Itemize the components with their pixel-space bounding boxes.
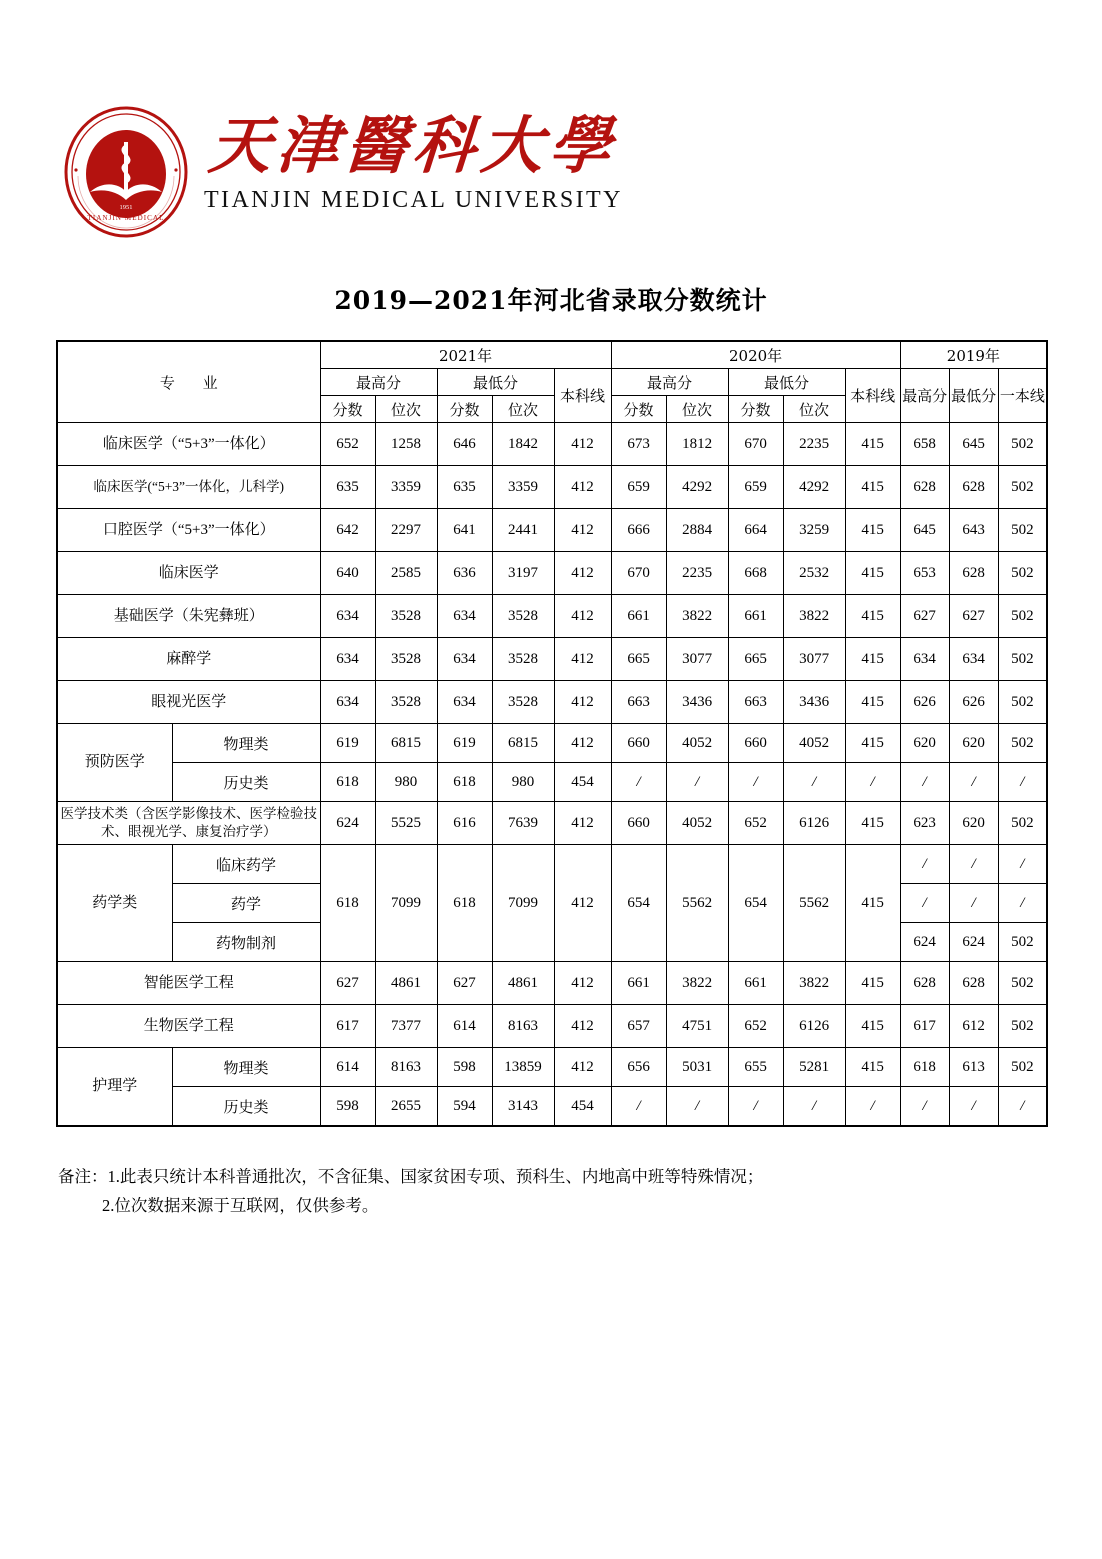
cell-2020-hi-score: 654 [611,845,666,962]
cell-2021-line: 412 [554,962,611,1005]
cell-2021-line: 412 [554,595,611,638]
cell-2019-line: / [998,845,1047,884]
cell-2019-lo: 620 [949,802,998,845]
cell-2021-lo-rank: 2441 [492,509,554,552]
cell-2020-hi-rank: 3077 [666,638,728,681]
cell-2020-hi-rank: 4751 [666,1005,728,1048]
header-2020-lo-rank: 位次 [783,396,845,423]
table-row [57,423,1047,466]
cell-2019-lo: 627 [949,595,998,638]
row-major-name: 眼视光医学 [57,681,320,724]
cell-2021-lo-rank: 980 [492,763,554,802]
cell-2020-line: 415 [845,595,900,638]
cell-2020-hi-score: 661 [611,962,666,1005]
cell-2019-hi: / [900,763,949,802]
cell-2020-hi-score: 660 [611,724,666,763]
cell-2019-line: 502 [998,681,1047,724]
cell-2021-lo-rank: 3528 [492,595,554,638]
cell-2020-hi-score: 666 [611,509,666,552]
cell-2020-hi-rank: 2884 [666,509,728,552]
cell-2020-line: 415 [845,509,900,552]
cell-2020-lo-score: 655 [728,1048,783,1087]
cell-2020-lo-rank: 6126 [783,1005,845,1048]
cell-2021-hi-rank: 7099 [375,845,437,962]
university-name-cn: 天津醫科大學 [206,109,620,182]
header-2020-lo-score: 分数 [728,396,783,423]
cell-2021-line: 412 [554,724,611,763]
cell-2019-line: / [998,1087,1047,1127]
cell-2021-line: 412 [554,1005,611,1048]
cell-2020-line: 415 [845,638,900,681]
table-row [57,638,1047,681]
header-2019-lowest: 最低分 [949,369,998,423]
cell-2019-lo: 628 [949,962,998,1005]
cell-2020-lo-score: 665 [728,638,783,681]
cell-2021-hi-score: 614 [320,1048,375,1087]
cell-2019-lo: 645 [949,423,998,466]
cell-2020-lo-rank: 4052 [783,724,845,763]
header-2021-undergrad-line: 本科线 [554,369,611,423]
cell-2020-hi-score: 663 [611,681,666,724]
table-row [57,681,1047,724]
cell-2020-line: / [845,763,900,802]
cell-2020-line: 415 [845,681,900,724]
cell-2019-lo: / [949,763,998,802]
cell-2019-hi: / [900,884,949,923]
cell-2021-lo-rank: 3143 [492,1087,554,1127]
cell-2019-line: 502 [998,466,1047,509]
cell-2021-lo-score: 641 [437,509,492,552]
cell-2021-hi-rank: 2585 [375,552,437,595]
cell-2021-lo-rank: 7639 [492,802,554,845]
cell-2020-lo-score: 660 [728,724,783,763]
cell-2020-hi-score: / [611,1087,666,1127]
cell-2020-hi-rank: / [666,763,728,802]
cell-2019-lo: / [949,1087,998,1127]
row-major-name: 预防医学 [57,724,172,802]
cell-2019-line: 502 [998,638,1047,681]
cell-2020-hi-rank: 4292 [666,466,728,509]
cell-2019-line: 502 [998,552,1047,595]
cell-2021-line: 412 [554,638,611,681]
header-2021-hi-score: 分数 [320,396,375,423]
header-2020-undergrad-line: 本科线 [845,369,900,423]
cell-2021-hi-rank: 3528 [375,595,437,638]
cell-2019-lo: 626 [949,681,998,724]
cell-2019-line: 502 [998,923,1047,962]
note-line-1: 备注：1.此表只统计本科普通批次，不含征集、国家贫困专项、预科生、内地高中班等特殊情况； [58,1167,764,1186]
cell-2020-lo-score: 663 [728,681,783,724]
cell-2019-hi: / [900,1087,949,1127]
cell-2021-lo-score: 634 [437,638,492,681]
cell-2020-hi-score: 661 [611,595,666,638]
cell-2021-lo-rank: 1842 [492,423,554,466]
letterhead [60,104,623,240]
cell-2019-lo: 643 [949,509,998,552]
header-2019-highest: 最高分 [900,369,949,423]
logo-year: 1951 [119,204,133,211]
cell-2020-lo-score: / [728,1087,783,1127]
cell-2020-lo-rank: 3822 [783,962,845,1005]
cell-2021-line: 412 [554,1048,611,1087]
cell-2020-hi-rank: 4052 [666,802,728,845]
cell-2021-lo-rank: 7099 [492,845,554,962]
cell-2020-hi-score: 657 [611,1005,666,1048]
cell-2021-hi-score: 642 [320,509,375,552]
cell-2021-lo-score: 614 [437,1005,492,1048]
cell-2020-lo-rank: 3077 [783,638,845,681]
table-row [57,763,1047,802]
wordmark [204,104,623,214]
score-table-container [56,340,1043,1127]
cell-2021-hi-score: 635 [320,466,375,509]
cell-2019-hi: 623 [900,802,949,845]
cell-2020-lo-score: 652 [728,802,783,845]
cell-2020-line: / [845,1087,900,1127]
table-notes [58,1163,1018,1221]
cell-2021-hi-rank: 1258 [375,423,437,466]
cell-2019-lo: 628 [949,466,998,509]
cell-2021-lo-rank: 3359 [492,466,554,509]
cell-2021-lo-rank: 3528 [492,638,554,681]
cell-2019-lo: 620 [949,724,998,763]
cell-2019-lo: 612 [949,1005,998,1048]
cell-2019-hi: 653 [900,552,949,595]
cell-2019-hi: 634 [900,638,949,681]
cell-2021-lo-score: 627 [437,962,492,1005]
cell-2019-line: / [998,884,1047,923]
university-name-en: TIANJIN MEDICAL UNIVERSITY [204,187,623,214]
cell-2021-lo-score: 616 [437,802,492,845]
cell-2020-hi-score: 665 [611,638,666,681]
cell-2021-hi-rank: 8163 [375,1048,437,1087]
cell-2020-hi-rank: 3822 [666,962,728,1005]
cell-2020-hi-rank: 5562 [666,845,728,962]
cell-2021-lo-rank: 3528 [492,681,554,724]
cell-2019-line: 502 [998,509,1047,552]
cell-2021-lo-score: 594 [437,1087,492,1127]
cell-2019-line: 502 [998,802,1047,845]
cell-2021-hi-rank: 4861 [375,962,437,1005]
row-major-name: 护理学 [57,1048,172,1127]
cell-2019-hi: 628 [900,466,949,509]
cell-2020-lo-rank: 5562 [783,845,845,962]
table-row [57,845,1047,884]
cell-2019-hi: 620 [900,724,949,763]
header-2019-first-tier-line: 一本线 [998,369,1047,423]
page-title: 2019—2021年河北省录取分数统计 [334,286,768,315]
table-row [57,1087,1047,1127]
cell-2020-line: 415 [845,845,900,962]
cell-2020-lo-score: / [728,763,783,802]
cell-2021-hi-rank: 3528 [375,638,437,681]
row-major-name: 生物医学工程 [57,1005,320,1048]
cell-2020-lo-score: 668 [728,552,783,595]
cell-2020-hi-rank: 1812 [666,423,728,466]
cell-2019-lo: / [949,845,998,884]
cell-2019-line: 502 [998,724,1047,763]
cell-2021-lo-rank: 8163 [492,1005,554,1048]
row-sub-name: 药物制剂 [172,923,320,962]
header-2020-lowest: 最低分 [728,369,845,396]
row-major-name: 医学技术类（含医学影像技术、医学检验技术、眼视光学、康复治疗学） [57,802,320,845]
cell-2020-lo-rank: 3822 [783,595,845,638]
row-sub-name: 药学 [172,884,320,923]
header-2021-highest: 最高分 [320,369,437,396]
cell-2019-line: 502 [998,1048,1047,1087]
cell-2019-hi: 658 [900,423,949,466]
cell-2020-line: 415 [845,552,900,595]
header-2020-hi-rank: 位次 [666,396,728,423]
cell-2021-lo-score: 618 [437,845,492,962]
table-row [57,962,1047,1005]
table-row [57,509,1047,552]
cell-2020-line: 415 [845,1005,900,1048]
cell-2021-lo-rank: 3197 [492,552,554,595]
row-major-name: 药学类 [57,845,172,962]
header-major: 专 业 [57,341,320,423]
cell-2020-line: 415 [845,724,900,763]
cell-2021-hi-rank: 980 [375,763,437,802]
row-major-name: 基础医学（朱宪彝班） [57,595,320,638]
header-year-2019: 2019年 [900,341,1047,369]
cell-2020-lo-rank: 3436 [783,681,845,724]
cell-2021-hi-score: 634 [320,595,375,638]
cell-2019-lo: / [949,884,998,923]
cell-2020-lo-score: 654 [728,845,783,962]
cell-2020-lo-rank: / [783,1087,845,1127]
row-major-name: 临床医学（“5+3”一体化） [57,423,320,466]
table-row [57,724,1047,763]
cell-2021-hi-score: 627 [320,962,375,1005]
cell-2020-lo-score: 664 [728,509,783,552]
table-row [57,1005,1047,1048]
cell-2021-lo-rank: 13859 [492,1048,554,1087]
header-year-2020: 2020年 [611,341,900,369]
row-sub-name: 临床药学 [172,845,320,884]
cell-2021-lo-rank: 4861 [492,962,554,1005]
cell-2020-line: 415 [845,1048,900,1087]
cell-2020-hi-score: 659 [611,466,666,509]
cell-2020-lo-rank: 5281 [783,1048,845,1087]
header-2021-lowest: 最低分 [437,369,554,396]
table-row [57,802,1047,845]
university-logo [60,104,192,240]
header-year-2021: 2021年 [320,341,611,369]
cell-2020-hi-rank: 3822 [666,595,728,638]
cell-2021-line: 412 [554,681,611,724]
university-seal-icon [60,104,192,240]
cell-2020-lo-rank: 4292 [783,466,845,509]
cell-2021-line: 412 [554,845,611,962]
cell-2021-hi-rank: 2655 [375,1087,437,1127]
cell-2019-line: 502 [998,595,1047,638]
cell-2019-lo: 634 [949,638,998,681]
cell-2021-line: 412 [554,466,611,509]
cell-2021-hi-score: 618 [320,845,375,962]
row-sub-name: 历史类 [172,763,320,802]
cell-2020-lo-score: 670 [728,423,783,466]
cell-2019-hi: 627 [900,595,949,638]
cell-2019-hi: 617 [900,1005,949,1048]
cell-2019-lo: 628 [949,552,998,595]
cell-2021-hi-rank: 3528 [375,681,437,724]
cell-2020-lo-rank: 3259 [783,509,845,552]
cell-2019-hi: 618 [900,1048,949,1087]
cell-2021-hi-score: 598 [320,1087,375,1127]
cell-2020-hi-rank: 5031 [666,1048,728,1087]
cell-2020-lo-score: 661 [728,595,783,638]
cell-2019-line: 502 [998,1005,1047,1048]
cell-2019-hi: 628 [900,962,949,1005]
cell-2021-hi-score: 640 [320,552,375,595]
cell-2020-lo-rank: / [783,763,845,802]
header-2021-hi-rank: 位次 [375,396,437,423]
header-2020-hi-score: 分数 [611,396,666,423]
row-sub-name: 物理类 [172,1048,320,1087]
cell-2021-hi-score: 617 [320,1005,375,1048]
cell-2020-hi-rank: 3436 [666,681,728,724]
row-sub-name: 历史类 [172,1087,320,1127]
cell-2021-lo-score: 634 [437,595,492,638]
cell-2019-hi: 645 [900,509,949,552]
cell-2021-lo-score: 598 [437,1048,492,1087]
cell-2020-hi-score: 656 [611,1048,666,1087]
cell-2019-hi: 624 [900,923,949,962]
header-2021-lo-score: 分数 [437,396,492,423]
cell-2020-lo-score: 652 [728,1005,783,1048]
cell-2021-lo-rank: 6815 [492,724,554,763]
cell-2020-lo-score: 661 [728,962,783,1005]
table-body [57,423,1047,1127]
cell-2019-hi: / [900,845,949,884]
cell-2020-line: 415 [845,962,900,1005]
table-row [57,552,1047,595]
cell-2021-lo-score: 636 [437,552,492,595]
cell-2021-hi-score: 619 [320,724,375,763]
row-major-name: 口腔医学（“5+3”一体化） [57,509,320,552]
cell-2019-line: 502 [998,423,1047,466]
note-line-2: 2.位次数据来源于互联网，仅供参考。 [102,1195,379,1215]
row-major-name: 智能医学工程 [57,962,320,1005]
cell-2021-line: 412 [554,509,611,552]
cell-2020-line: 415 [845,466,900,509]
cell-2021-line: 412 [554,423,611,466]
table-row [57,1048,1047,1087]
cell-2020-hi-score: 673 [611,423,666,466]
cell-2020-hi-score: 660 [611,802,666,845]
cell-2021-hi-score: 634 [320,638,375,681]
cell-2020-hi-score: / [611,763,666,802]
cell-2021-line: 412 [554,802,611,845]
cell-2020-hi-rank: / [666,1087,728,1127]
cell-2020-hi-score: 670 [611,552,666,595]
cell-2021-hi-score: 634 [320,681,375,724]
cell-2021-hi-score: 652 [320,423,375,466]
cell-2021-lo-score: 618 [437,763,492,802]
admission-score-table [56,340,1048,1127]
cell-2021-lo-score: 635 [437,466,492,509]
cell-2019-line: / [998,763,1047,802]
cell-2021-lo-score: 619 [437,724,492,763]
table-row [57,595,1047,638]
cell-2021-hi-rank: 5525 [375,802,437,845]
cell-2021-line: 454 [554,1087,611,1127]
cell-2020-lo-rank: 2235 [783,423,845,466]
cell-2019-line: 502 [998,962,1047,1005]
cell-2019-hi: 626 [900,681,949,724]
cell-2020-lo-score: 659 [728,466,783,509]
row-major-name: 临床医学(“5+3”一体化，儿科学) [57,466,320,509]
cell-2021-lo-score: 634 [437,681,492,724]
cell-2021-hi-score: 624 [320,802,375,845]
svg-text:TIANJIN MEDICAL: TIANJIN MEDICAL [87,214,165,222]
cell-2020-lo-rank: 2532 [783,552,845,595]
cell-2020-hi-rank: 2235 [666,552,728,595]
cell-2021-hi-rank: 6815 [375,724,437,763]
table-header [57,341,1047,423]
cell-2019-lo: 624 [949,923,998,962]
row-major-name: 麻醉学 [57,638,320,681]
cell-2019-lo: 613 [949,1048,998,1087]
cell-2021-hi-rank: 3359 [375,466,437,509]
cell-2020-lo-rank: 6126 [783,802,845,845]
cell-2020-line: 415 [845,423,900,466]
cell-2021-hi-rank: 2297 [375,509,437,552]
cell-2020-hi-rank: 4052 [666,724,728,763]
header-2021-lo-rank: 位次 [492,396,554,423]
cell-2021-lo-score: 646 [437,423,492,466]
row-major-name: 临床医学 [57,552,320,595]
cell-2021-hi-rank: 7377 [375,1005,437,1048]
table-row [57,466,1047,509]
row-sub-name: 物理类 [172,724,320,763]
header-2020-highest: 最高分 [611,369,728,396]
cell-2021-line: 412 [554,552,611,595]
cell-2021-line: 454 [554,763,611,802]
cell-2020-line: 415 [845,802,900,845]
cell-2021-hi-score: 618 [320,763,375,802]
